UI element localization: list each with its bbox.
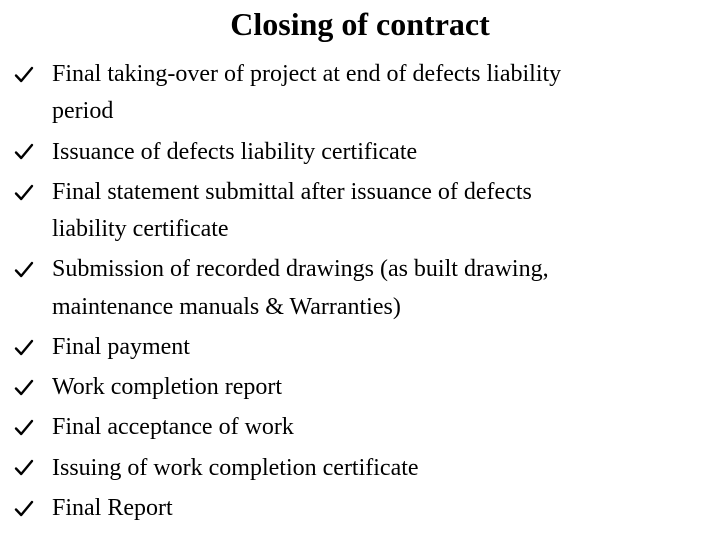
list-item-text: [52, 56, 704, 131]
slide-title: Closing of contract: [230, 6, 490, 42]
list-item-text: [52, 251, 704, 326]
checkmark-icon: [14, 409, 38, 446]
list-item: [14, 174, 704, 249]
list-item-line: Final statement submittal after issuance of defects: [52, 178, 532, 205]
list-item-line: Final acceptance of work: [52, 414, 294, 441]
checkmark-icon: [14, 490, 38, 527]
list-item: [14, 369, 704, 406]
list-item-text: [52, 134, 704, 171]
list-item-line: liability certificate: [52, 216, 229, 243]
bullet-list: [14, 56, 704, 530]
list-item: [14, 56, 704, 131]
list-item-text: [52, 369, 704, 406]
list-item-line: Issuing of work completion certificate: [52, 454, 419, 481]
list-item-line: Final taking-over of project at end of defects liability: [52, 61, 562, 87]
list-item: [14, 490, 704, 527]
list-item-line: maintenance manuals & Warranties): [52, 293, 401, 320]
list-item-text: [52, 450, 704, 487]
list-item: [14, 251, 704, 326]
list-item-line: period: [52, 98, 114, 125]
list-item: [14, 450, 704, 487]
list-item-text: [52, 409, 704, 446]
list-item-text: [52, 174, 704, 249]
checkmark-icon: [14, 56, 38, 93]
list-item-line: Final payment: [52, 334, 190, 361]
checkmark-icon: [14, 251, 38, 288]
checkmark-icon: [14, 450, 38, 487]
list-item-text: [52, 490, 704, 527]
checkmark-icon: [14, 369, 38, 406]
checkmark-icon: [14, 329, 38, 366]
list-item-line: Submission of recorded drawings (as built drawing,: [52, 256, 549, 283]
list-item-line: Final Report: [52, 494, 173, 521]
list-item-line: Work completion report: [52, 374, 283, 401]
list-item-text: [52, 329, 704, 366]
list-item-line: Issuance of defects liability certificate: [52, 138, 418, 165]
list-item: [14, 409, 704, 446]
list-item: [14, 134, 704, 171]
checkmark-icon: [14, 174, 38, 211]
list-item: [14, 329, 704, 366]
checkmark-icon: [14, 134, 38, 171]
